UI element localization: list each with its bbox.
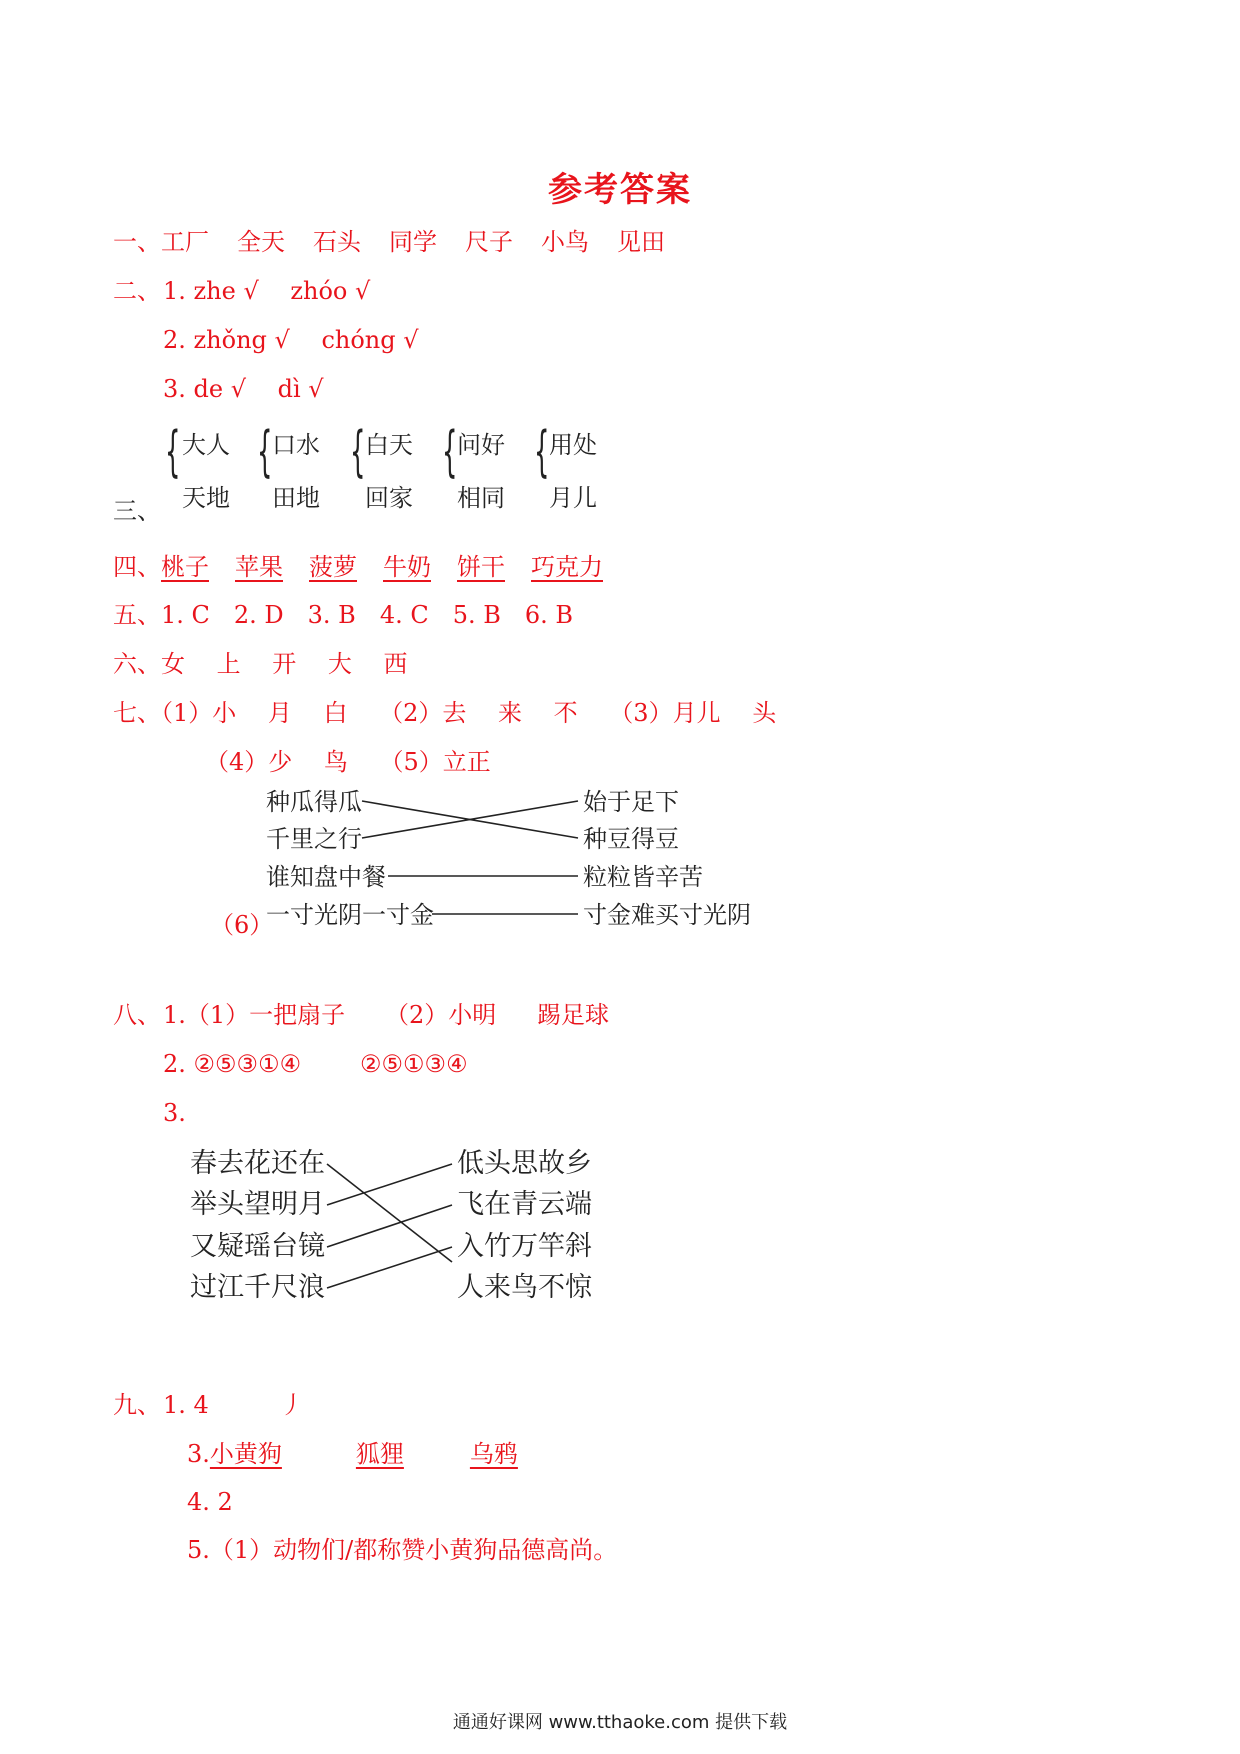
poem-left: 春去花还在: [190, 1148, 325, 1179]
section-7-line-2: （4）少 鸟 （5）立正: [205, 748, 491, 776]
word-bottom: 月儿: [549, 484, 597, 512]
poem-left: 又疑瑶台镜: [190, 1231, 325, 1262]
match-left: 一寸光阴一寸金: [266, 901, 434, 929]
poem-right: 人来鸟不惊: [457, 1272, 592, 1303]
poem-right: 低头思故乡: [457, 1148, 592, 1179]
answer-text: ②⑤①③④: [360, 1050, 468, 1078]
word-top: 口水: [272, 431, 320, 459]
brace-icon: {: [442, 420, 458, 483]
answer-word: 巧克力: [531, 553, 603, 581]
footer-text: 通通好课网 www.tthaoke.com 提供下载: [452, 1712, 788, 1733]
answer-word: 见田: [617, 228, 665, 256]
brace-icon: {: [257, 420, 273, 483]
answer-text: 1. C 2. D 3. B 4. C 5. B 6. B: [161, 601, 574, 629]
word-bottom: 田地: [272, 484, 320, 512]
section-6-label: 六、: [113, 650, 161, 678]
brace-icon: {: [350, 420, 366, 483]
match-left: 谁知盘中餐: [266, 863, 386, 891]
answer-word: 工厂: [161, 228, 209, 256]
answer-word: 狐狸: [355, 1440, 404, 1468]
word-top: 用处: [549, 431, 597, 459]
match-line: [327, 1247, 452, 1288]
answer-text: （1）小 月 白 （2）去 来 不 （3）月儿 头: [161, 699, 777, 727]
word-bottom: 相同: [457, 484, 505, 512]
answer-text: 5.（1）动物们/都称赞小黄狗品德高尚。: [187, 1536, 618, 1564]
section-5: [113, 600, 573, 630]
answer-word: 牛奶: [383, 553, 431, 581]
section-4: [113, 552, 603, 582]
answer-text: 4. 2: [187, 1488, 233, 1516]
poem-right: 入竹万竿斜: [457, 1231, 592, 1262]
poem-right: 飞在青云端: [457, 1189, 592, 1220]
answer-text: 1. 4: [163, 1391, 209, 1419]
section-7-label: 七、: [113, 699, 161, 727]
section-3-label: 三、: [113, 497, 161, 525]
section-1-label: 一、: [113, 228, 161, 256]
match-right: 种豆得豆: [583, 825, 679, 853]
answer-word: 桃子: [161, 553, 209, 581]
answer-text: 2. ②⑤③①④: [163, 1050, 302, 1078]
item-6-label: （6）: [210, 911, 274, 939]
pinyin-line-1: 1. zhe √ zhóo √: [163, 277, 371, 305]
section-2-label: 二、: [113, 277, 161, 305]
match-right: 粒粒皆辛苦: [583, 863, 703, 891]
answer-word: 石头: [313, 228, 361, 256]
answer-word: 小鸟: [541, 228, 589, 256]
match-left: 千里之行: [266, 825, 362, 853]
word-top: 问好: [457, 431, 505, 459]
word-bottom: 天地: [182, 484, 230, 512]
answer-line-3: [187, 1439, 518, 1469]
match-right: 寸金难买寸光阴: [583, 901, 751, 929]
answer-word: 小黄狗: [209, 1440, 282, 1468]
word-bottom: 回家: [365, 484, 413, 512]
brace-icon: {: [534, 420, 550, 483]
answer-number: 3.: [187, 1440, 210, 1468]
answer-text: 3.: [163, 1099, 186, 1127]
section-1: [113, 227, 665, 257]
answer-word: 饼干: [457, 553, 505, 581]
section-7: [113, 698, 776, 728]
match-line: [327, 1164, 452, 1205]
word-top: 大人: [182, 431, 230, 459]
answer-word: 同学: [389, 228, 437, 256]
answer-word: 尺子: [465, 228, 513, 256]
answer-text: 1.（1）一把扇子: [163, 1001, 346, 1029]
section-9-label: 九、: [113, 1391, 161, 1419]
section-6: [113, 649, 408, 679]
match-line: [362, 801, 578, 838]
answer-word: 菠萝: [309, 553, 357, 581]
answer-text: （2）小明: [385, 1001, 497, 1029]
poem-left: 过江千尺浪: [190, 1272, 325, 1303]
answer-text: 女 上 开 大 西: [161, 650, 408, 678]
match-left: 种瓜得瓜: [266, 788, 362, 816]
match-line: [327, 1205, 452, 1247]
answer-word: 全天: [237, 228, 285, 256]
match-right: 始于足下: [583, 788, 679, 816]
section-8-label: 八、: [113, 1001, 161, 1029]
answer-word: 苹果: [235, 553, 283, 581]
answer-word: 乌鸦: [469, 1440, 518, 1468]
brace-icon: {: [165, 420, 181, 483]
stroke-answer: 丿: [280, 1391, 304, 1419]
match-line: [327, 1164, 452, 1262]
pinyin-line-2: 2. zhǒng √ chóng √: [163, 326, 419, 354]
match-line: [362, 801, 578, 838]
pinyin-line-3: 3. de √ dì √: [163, 375, 324, 403]
page-title: 参考答案: [548, 170, 692, 210]
section-4-label: 四、: [113, 553, 161, 581]
word-top: 白天: [365, 431, 413, 459]
poem-left: 举头望明月: [190, 1189, 325, 1220]
section-5-label: 五、: [113, 601, 161, 629]
answer-text: 踢足球: [537, 1001, 609, 1029]
